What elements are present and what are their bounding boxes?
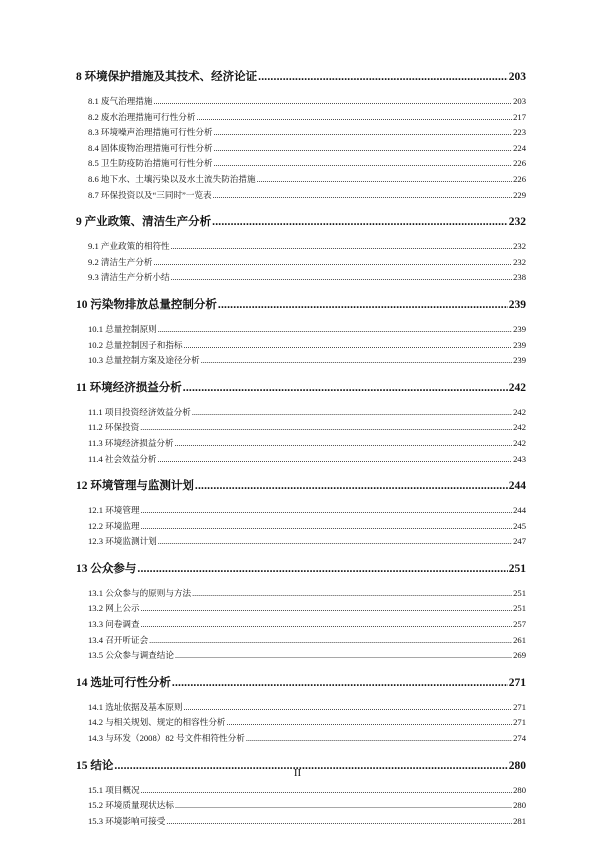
section-title: 12.2 环境监理: [88, 520, 140, 531]
toc-section-entry[interactable]: [76, 519, 526, 535]
toc-section-entry[interactable]: [76, 405, 526, 421]
page-number: II: [293, 767, 302, 779]
section-page-number: 242: [513, 406, 526, 417]
dot-leader: [141, 503, 513, 519]
toc-chapter-entry[interactable]: [76, 561, 526, 577]
section-page-number: 247: [513, 536, 526, 547]
chapter-page-number: 203: [508, 71, 526, 83]
toc-section-entry[interactable]: [76, 125, 526, 141]
section-title: 8.3 环境噪声治理措施可行性分析: [88, 127, 213, 138]
dot-leader: [257, 172, 513, 188]
dot-leader: [140, 420, 512, 436]
section-title: 14.3 与环发（2008）82 号文件相符性分析: [88, 733, 245, 744]
dot-leader: [192, 586, 512, 602]
dot-leader: [212, 214, 508, 230]
section-page-number: 261: [513, 634, 526, 645]
toc-section-entry[interactable]: [76, 420, 526, 436]
table-of-contents: [76, 69, 526, 829]
dot-leader: [227, 715, 513, 731]
toc-chapter-entry[interactable]: [76, 478, 526, 494]
section-page-number: 239: [513, 355, 526, 366]
section-page-number: 280: [513, 800, 526, 811]
section-page-number: 217: [513, 111, 526, 122]
section-title: 8.6 地下水、土壤污染以及水土流失防治措施: [88, 173, 256, 184]
dot-leader: [184, 338, 513, 354]
dot-leader: [214, 125, 512, 141]
dot-leader: [171, 270, 512, 286]
section-title: 10.3 总量控制方案及途径分析: [88, 355, 200, 366]
dot-leader: [153, 94, 512, 110]
toc-section-entry[interactable]: [76, 188, 526, 204]
chapter-page-number: 244: [508, 480, 526, 493]
section-title: 10.1 总量控制原则: [88, 323, 157, 334]
section-page-number: 226: [513, 173, 526, 184]
chapter-title: 13 公众参与: [76, 562, 137, 575]
section-page-number: 280: [513, 784, 526, 795]
section-page-number: 224: [513, 142, 526, 153]
chapter-title: 9 产业政策、清洁生产分析: [76, 216, 212, 229]
section-page-number: 239: [513, 323, 526, 334]
section-title: 13.5 公众参与调查结论: [88, 650, 174, 661]
chapter-page-number: 239: [508, 298, 526, 311]
section-title: 9.2 清洁生产分析: [88, 256, 153, 267]
toc-section-entry[interactable]: [76, 798, 526, 814]
dot-leader: [157, 452, 512, 468]
dot-leader: [158, 322, 512, 338]
toc-section-entry[interactable]: [76, 715, 526, 731]
dot-leader: [246, 731, 512, 747]
section-page-number: 269: [513, 650, 526, 661]
chapter-title: 12 环境管理与监测计划: [76, 480, 194, 493]
chapter-page-number: 242: [508, 381, 526, 394]
chapter-title: 14 选址可行性分析: [76, 676, 171, 689]
section-title: 15.1 项目概况: [88, 784, 140, 795]
toc-section-entry[interactable]: [76, 601, 526, 617]
section-page-number: 239: [513, 339, 526, 350]
chapter-title: 8 环境保护措施及其技术、经济论证: [76, 71, 258, 83]
section-title: 9.3 清洁生产分析小结: [88, 272, 170, 283]
section-title: 12.3 环境监测计划: [88, 536, 157, 547]
toc-section-entry[interactable]: [76, 534, 526, 550]
section-title: 13.2 网上公示: [88, 603, 140, 614]
section-page-number: 223: [513, 127, 526, 138]
section-title: 11.2 环保投资: [88, 422, 140, 433]
toc-section-entry[interactable]: [76, 436, 526, 452]
section-page-number: 229: [513, 189, 526, 200]
toc-section-entry[interactable]: [76, 322, 526, 338]
toc-section-entry[interactable]: [76, 633, 526, 649]
dot-leader: [166, 814, 512, 830]
dot-leader: [158, 534, 512, 550]
toc-section-entry[interactable]: [76, 586, 526, 602]
section-title: 11.1 项目投资经济效益分析: [88, 406, 191, 417]
section-page-number: 232: [513, 241, 526, 252]
section-page-number: 251: [513, 603, 526, 614]
dot-leader: [183, 380, 508, 396]
toc-section-entry[interactable]: [76, 617, 526, 633]
section-page-number: 281: [513, 815, 526, 826]
dot-leader: [141, 601, 513, 617]
toc-chapter-entry[interactable]: [76, 69, 526, 85]
dot-leader: [172, 675, 508, 691]
dot-leader: [258, 69, 508, 85]
toc-section-entry[interactable]: [76, 783, 526, 799]
dot-leader: [214, 141, 512, 157]
toc-section-entry[interactable]: [76, 814, 526, 830]
section-title: 13.4 召开听证会: [88, 634, 149, 645]
section-page-number: 257: [513, 619, 526, 630]
toc-chapter-entry[interactable]: [76, 380, 526, 396]
toc-chapter-entry[interactable]: [76, 214, 526, 230]
toc-section-entry[interactable]: [76, 353, 526, 369]
section-title: 10.2 总量控制因子和指标: [88, 339, 183, 350]
section-page-number: 244: [513, 505, 526, 516]
dot-leader: [192, 405, 512, 421]
toc-chapter-entry[interactable]: [76, 297, 526, 313]
section-page-number: 251: [513, 587, 526, 598]
section-page-number: 203: [513, 96, 526, 106]
section-title: 12.1 环境管理: [88, 505, 140, 516]
dot-leader: [218, 297, 508, 313]
dot-leader: [213, 188, 512, 204]
dot-leader: [141, 783, 513, 799]
section-title: 13.1 公众参与的原则与方法: [88, 587, 192, 598]
chapter-title: 10 污染物排放总量控制分析: [76, 298, 217, 311]
dot-leader: [149, 633, 512, 649]
toc-section-entry[interactable]: [76, 452, 526, 468]
section-page-number: 238: [513, 272, 526, 283]
dot-leader: [175, 798, 512, 814]
chapter-page-number: 280: [508, 759, 526, 772]
dot-leader: [175, 436, 512, 452]
section-page-number: 226: [513, 158, 526, 169]
section-title: 8.7 环保投资以及“三同时”一览表: [88, 189, 212, 200]
section-title: 15.3 环境影响可接受: [88, 815, 166, 826]
section-title: 8.5 卫生防疫防治措施可行性分析: [88, 158, 213, 169]
section-page-number: 232: [513, 256, 526, 267]
section-title: 14.2 与相关规划、规定的相容性分析: [88, 717, 226, 728]
dot-leader: [171, 239, 512, 255]
toc-section-entry[interactable]: [76, 700, 526, 716]
section-page-number: 242: [513, 437, 526, 448]
dot-leader: [141, 519, 513, 535]
dot-leader: [175, 648, 512, 664]
chapter-page-number: 232: [508, 216, 526, 229]
toc-section-entry[interactable]: [76, 503, 526, 519]
dot-leader: [141, 617, 513, 633]
section-title: 8.2 废水治理措施可行性分析: [88, 111, 196, 122]
dot-leader: [195, 478, 508, 494]
section-title: 13.3 问卷调查: [88, 619, 140, 630]
toc-section-entry[interactable]: [76, 648, 526, 664]
toc-section-entry[interactable]: [76, 110, 526, 126]
section-page-number: 243: [513, 453, 526, 464]
section-page-number: 245: [513, 520, 526, 531]
dot-leader: [201, 353, 512, 369]
toc-section-entry[interactable]: [76, 172, 526, 188]
toc-section-entry[interactable]: [76, 239, 526, 255]
dot-leader: [214, 156, 512, 172]
dot-leader: [196, 110, 512, 126]
toc-section-entry[interactable]: [76, 141, 526, 157]
chapter-title: 15 结论: [76, 759, 114, 772]
chapter-title: 11 环境经济损益分析: [76, 381, 182, 394]
chapter-page-number: 271: [508, 676, 526, 689]
toc-section-entry[interactable]: [76, 156, 526, 172]
toc-section-entry[interactable]: [76, 94, 526, 110]
section-title: 11.4 社会效益分析: [88, 453, 157, 464]
section-page-number: 271: [513, 717, 526, 728]
toc-section-entry[interactable]: [76, 731, 526, 747]
section-page-number: 271: [513, 701, 526, 712]
section-title: 9.1 产业政策的相符性: [88, 241, 170, 252]
dot-leader: [184, 700, 513, 716]
section-title: 15.2 环境质量现状达标: [88, 800, 174, 811]
section-page-number: 274: [513, 733, 526, 744]
section-title: 8.4 固体废物治理措施可行性分析: [88, 142, 213, 153]
section-title: 8.1 废气治理措施: [88, 96, 153, 106]
toc-section-entry[interactable]: [76, 338, 526, 354]
toc-chapter-entry[interactable]: [76, 675, 526, 691]
dot-leader: [137, 561, 507, 577]
section-title: 11.3 环境经济损益分析: [88, 437, 174, 448]
section-title: 14.1 选址依据及基本原则: [88, 701, 183, 712]
toc-section-entry[interactable]: [76, 270, 526, 286]
toc-section-entry[interactable]: [76, 255, 526, 271]
dot-leader: [153, 255, 512, 271]
section-page-number: 242: [513, 422, 526, 433]
chapter-page-number: 251: [508, 562, 526, 575]
